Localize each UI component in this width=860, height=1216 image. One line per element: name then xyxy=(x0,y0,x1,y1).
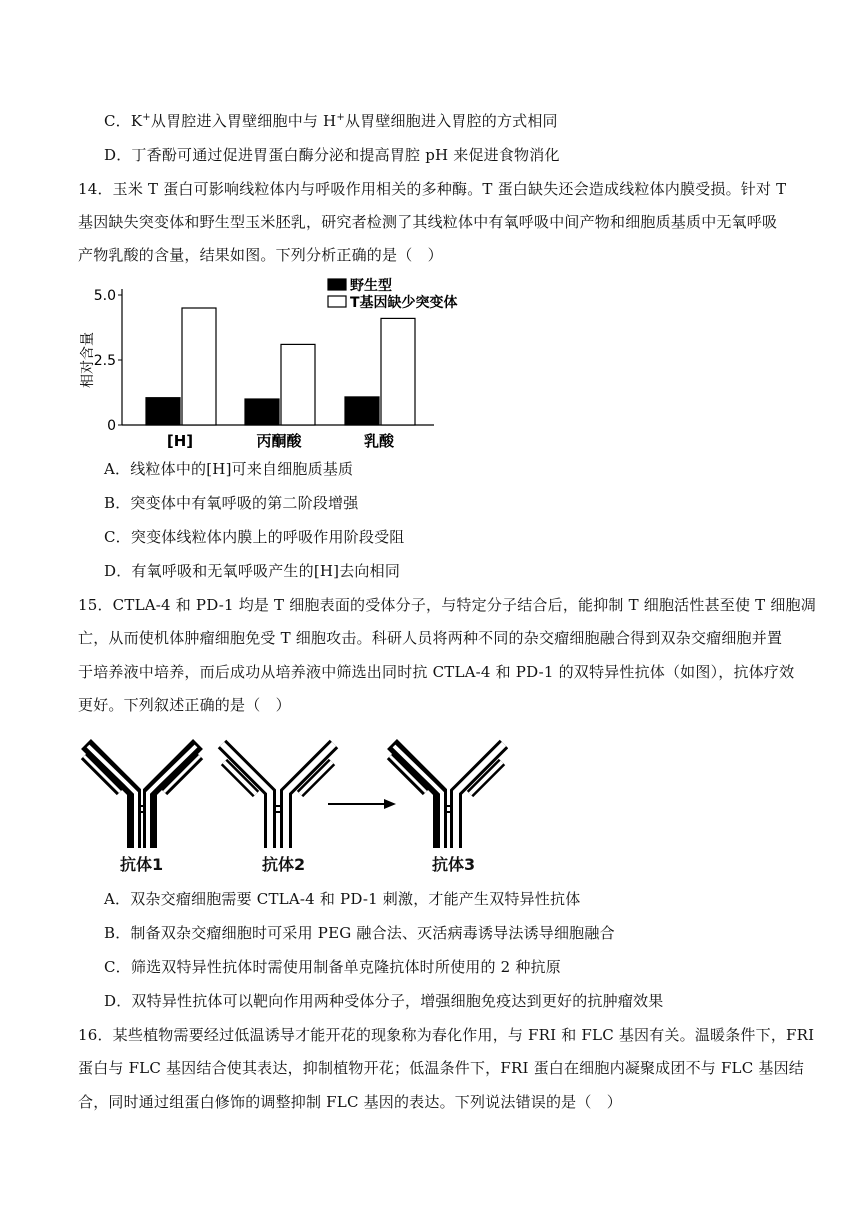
bar-wildtype-1 xyxy=(245,399,279,425)
bar-wildtype-2 xyxy=(345,397,379,425)
q14-stem-line-1: 14．玉米 T 蛋白可影响线粒体内与呼吸作用相关的多种酶。T 蛋白缺失还会造成线粒体内膜受损。针对 T xyxy=(78,180,787,198)
y-tick-label: 0 xyxy=(107,418,116,434)
antibody-label-1: 抗体1 xyxy=(120,855,164,874)
x-tick-label: 乳酸 xyxy=(363,432,395,450)
q15-stem-line-4: 更好。下列叙述正确的是（ ） xyxy=(78,696,291,714)
legend-label-1: T基因缺少突变体 xyxy=(350,295,458,311)
q15-option-c: C．筛选双特异性抗体时需使用制备单克隆抗体时所使用的 2 种抗原 xyxy=(104,958,561,976)
antibody-figure xyxy=(78,730,508,850)
y-tick-label: 2.5 xyxy=(93,353,116,369)
q16-stem-line-3: 合，同时通过组蛋白修饰的调整抑制 FLC 基因的表达。下列说法错误的是（ ） xyxy=(78,1093,622,1111)
q13-option-c-sup-1: + xyxy=(142,112,151,123)
q14-option-a: A．线粒体中的[H]可来自细胞质基质 xyxy=(104,460,354,478)
q14-option-b: B．突变体中有氧呼吸的第二阶段增强 xyxy=(104,494,359,512)
q15-option-b: B．制备双杂交瘤细胞时可采用 PEG 融合法、灭活病毒诱导法诱导细胞融合 xyxy=(104,924,615,942)
q16-stem-line-1: 16．某些植物需要经过低温诱导才能开花的现象称为春化作用，与 FRI 和 FLC 基因有关。温暖条件下，FRI xyxy=(78,1026,815,1044)
q15-option-a: A．双杂交瘤细胞需要 CTLA-4 和 PD-1 刺激，才能产生双特异性抗体 xyxy=(104,890,581,908)
q14-option-d: D．有氧呼吸和无氧呼吸产生的[H]去向相同 xyxy=(104,562,401,580)
x-tick-label: 丙酮酸 xyxy=(256,432,302,450)
q13-option-c-text-3: 从胃壁细胞进入胃腔的方式相同 xyxy=(344,112,558,130)
antibody-2-icon xyxy=(222,744,334,848)
q13-option-c xyxy=(104,111,558,131)
arrow-icon xyxy=(328,799,396,809)
q13-option-c-text-1: C．K xyxy=(104,112,143,130)
legend-swatch-0 xyxy=(328,279,346,290)
bar-mutant-1 xyxy=(281,344,315,425)
y-axis-label: 相对含量 xyxy=(80,332,96,388)
chart-legend xyxy=(328,277,458,311)
antibody-1-icon xyxy=(84,744,200,848)
q14-stem-line-3: 产物乳酸的含量，结果如图。下列分析正确的是（ ） xyxy=(78,246,443,264)
y-tick-label: 5.0 xyxy=(93,288,116,304)
q14-option-c: C．突变体线粒体内膜上的呼吸作用阶段受阻 xyxy=(104,528,405,546)
q15-option-d: D．双特异性抗体可以靶向作用两种受体分子，增强细胞免疫达到更好的抗肿瘤效果 xyxy=(104,992,664,1010)
antibody-3-icon xyxy=(390,744,504,848)
q15-stem-line-1: 15．CTLA-4 和 PD-1 均是 T 细胞表面的受体分子，与特定分子结合后，能抑制 T 细胞活性甚至使 T 细胞凋 xyxy=(78,596,816,614)
q13-option-c-text-2: 从胃腔进入胃壁细胞中与 H xyxy=(150,112,337,130)
q15-stem-line-3: 于培养液中培养，而后成功从培养液中筛选出同时抗 CTLA-4 和 PD-1 的双特异性抗体（如图），抗体疗效 xyxy=(78,663,795,681)
chart-labels xyxy=(79,288,395,450)
bar-mutant-2 xyxy=(381,318,415,425)
q15-stem-line-2: 亡，从而使机体肿瘤细胞免受 T 细胞攻击。科研人员将两种不同的杂交瘤细胞融合得到双杂交瘤细胞并置 xyxy=(78,629,783,647)
q13-option-c-sup-2: + xyxy=(336,112,345,123)
bar-chart xyxy=(74,276,494,456)
antibody-label-3: 抗体3 xyxy=(432,855,476,874)
bar-mutant-0 xyxy=(182,308,216,425)
q13-option-d: D．丁香酚可通过促进胃蛋白酶分泌和提高胃腔 pH 来促进食物消化 xyxy=(104,146,560,164)
legend-label-0: 野生型 xyxy=(350,278,392,294)
bar-wildtype-0 xyxy=(146,398,180,425)
q14-stem-line-2: 基因缺失突变体和野生型玉米胚乳，研究者检测了其线粒体中有氧呼吸中间产物和细胞质基质中无氧呼吸 xyxy=(78,213,778,231)
x-tick-label: [H] xyxy=(166,432,194,450)
q16-stem-line-2: 蛋白与 FLC 基因结合使其表达，抑制植物开花；低温条件下，FRI 蛋白在细胞内凝聚成团不与 FLC 基因结 xyxy=(78,1059,804,1077)
legend-swatch-1 xyxy=(328,296,346,307)
chart-bars xyxy=(146,308,415,425)
antibody-label-2: 抗体2 xyxy=(262,855,306,874)
